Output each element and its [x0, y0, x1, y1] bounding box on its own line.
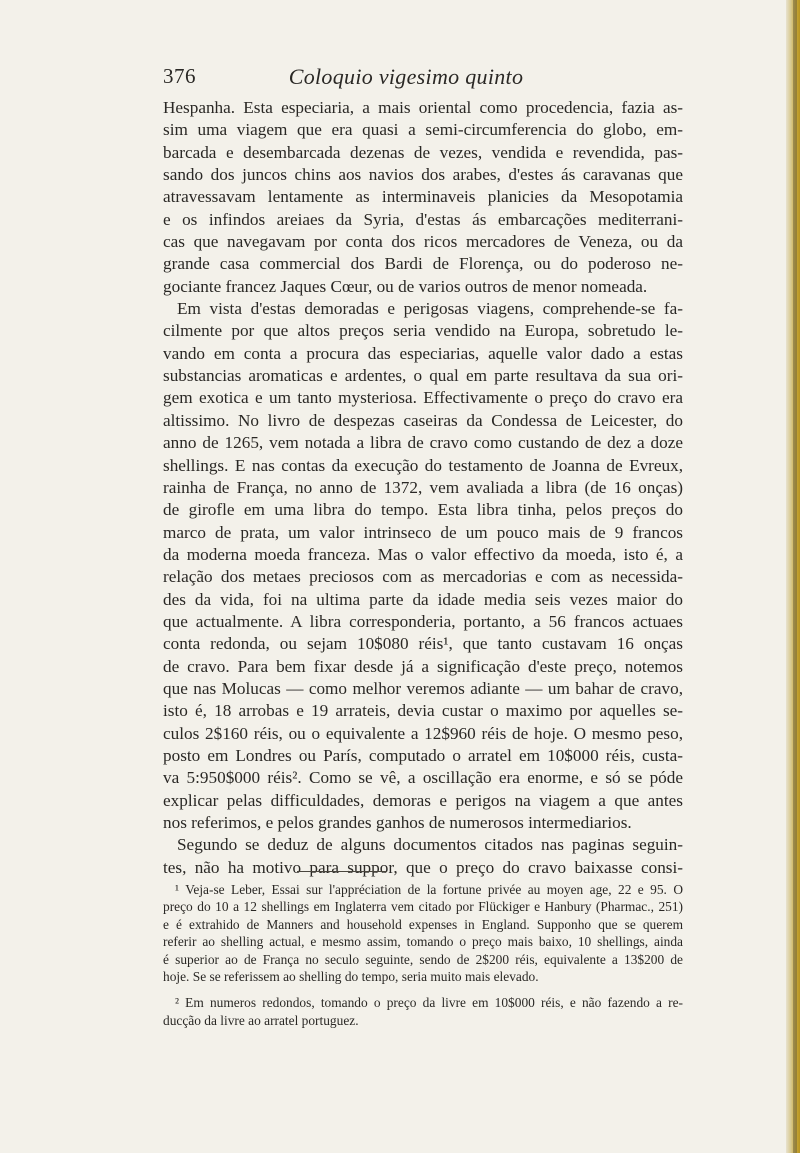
text-line: anno de 1265, vem notada a libra de cravo como custando de dez a doze	[163, 433, 683, 453]
footnote-line: preço do 10 a 12 shellings em Inglaterra vem citado por Flückiger e Hanbury (Pharmac., 251)	[163, 899, 683, 915]
text-line: nos referimos, e pelos grandes ganhos de numerosos intermediarios.	[163, 813, 632, 832]
text-line: isto é, 18 arrobas e 19 arrateis, devia custar o maximo por aquelles se-	[163, 701, 683, 721]
footnotes	[163, 881, 683, 1029]
page-number: 376	[163, 64, 196, 88]
footnote-line: ducção da livre ao arratel portuguez.	[163, 1012, 359, 1028]
text-line: marco de prata, um valor intrinseco de um pouco mais de 9 francos	[163, 522, 683, 542]
text-line: Segundo se deduz de alguns documentos citados nas paginas seguin-	[177, 835, 683, 855]
footnote-gap	[163, 985, 683, 994]
page-header	[0, 64, 800, 94]
text-line: vando em conta a procura das especiarias, aquelle valor dado a estas	[163, 343, 683, 363]
text-line: gem exotica e um tanto mysteriosa. Effectivamente o preço do cravo era	[163, 388, 683, 408]
text-line: Hespanha. Esta especiaria, a mais oriental como procedencia, fazia as-	[163, 98, 683, 117]
text-line: sando dos juncos chins aos navios dos arabes, d'estes ás caravanas que	[163, 165, 683, 185]
footnote-divider	[297, 871, 387, 872]
text-line: relação dos metaes preciosos com as mercadorias e com as necessida-	[163, 567, 683, 587]
text-line: explicar pelas difficuldades, demoras e perigos na viagem a que antes	[163, 790, 683, 810]
text-line: gociante francez Jaques Cœur, ou de varios outros de menor nomeada.	[163, 276, 648, 296]
text-line: altissimo. No livro de despezas caseiras da Condessa de Leicester, do	[163, 410, 683, 430]
text-line: de cravo. Para bem fixar desde já a significação d'este preço, notemos	[163, 656, 683, 676]
text-line: rainha de França, no anno de 1372, vem avaliada a libra (de 16 onças)	[163, 477, 683, 497]
text-line: des da vida, foi na ultima parte da idade media seis vezes maior do	[163, 589, 683, 609]
text-line: tes, não ha motivo para suppor, que o preço do cravo baixasse consi-	[163, 857, 683, 877]
text-line: barcada e desembarcada dezenas de vezes, vendida e revendida, pas-	[163, 142, 683, 162]
text-line: Em vista d'estas demoradas e perigosas viagens, comprehende-se fa-	[177, 299, 683, 319]
text-line: grande casa commercial dos Bardi de Florença, ou do poderoso ne-	[163, 254, 683, 274]
text-line: shellings. E nas contas da execução do testamento de Joanna de Evreux,	[163, 455, 683, 475]
page-edge-shadow	[793, 0, 797, 1153]
text-line: va 5:950$000 réis². Como se vê, a oscillação era enorme, e só se póde	[163, 768, 683, 788]
text-line: conta redonda, ou sejam 10$080 réis¹, que tanto custavam 16 onças	[163, 634, 683, 654]
text-line: atravessavam lentamente as interminaveis planicies da Mesopotamia	[163, 187, 683, 207]
text-line: e os infindos areiaes da Syria, d'estas ás embarcações mediterrani-	[163, 209, 683, 229]
text-line: sim uma viagem que era quasi a semi-circumferencia do globo, em-	[163, 120, 683, 140]
text-line: posto em Londres ou París, computado o arratel em 10$000 réis, custa-	[163, 745, 683, 765]
footnote-line: ² Em numeros redondos, tomando o preço da livre em 10$000 réis, e não fazendo a re-	[175, 995, 683, 1011]
footnote-line: e é extrahido de Manners and household expenses in England. Supponho que se querem	[163, 916, 683, 932]
text-line: substancias aromaticas e ardentes, o qual em parte resultava da sua ori-	[163, 366, 683, 386]
body-text	[163, 97, 683, 879]
text-line: de girofle em uma libra do tempo. Esta libra tinha, pelos preços do	[163, 500, 683, 520]
text-line: que actualmente. A libra corresponderia, portanto, a 56 francos actuaes	[163, 611, 683, 631]
text-line: culos 2$160 réis, ou o equivalente a 12$960 réis de hoje. O mesmo peso,	[163, 723, 683, 743]
text-line: cas que navegavam por conta dos ricos mercadores de Veneza, ou da	[163, 232, 683, 252]
footnote-line: hoje. Se se referissem ao shelling do tempo, seria muito mais elevado.	[163, 968, 539, 984]
text-line: da moderna moeda franceza. Mas o valor effectivo da moeda, isto é, a	[163, 544, 683, 564]
footnote-line: ¹ Veja-se Leber, Essai sur l'appréciation de la fortune privée au moyen age, 22 e 95. O	[175, 882, 683, 897]
running-title: Coloquio vigesimo quinto	[288, 64, 524, 89]
footnote-line: é superior ao de França no seculo seguinte, sendo de 2$200 réis, equivalente a 13$200 de	[163, 951, 683, 967]
text-line: que nas Molucas — como melhor veremos adiante — um bahar de cravo,	[163, 678, 683, 698]
footnote-line: referir ao shelling actual, e mesmo assim, tomando o preço mais baixo, 10 shellings, ainda	[163, 934, 683, 950]
text-line: cilmente por que altos preços seria vendido na Europa, sobretudo le-	[163, 321, 683, 341]
